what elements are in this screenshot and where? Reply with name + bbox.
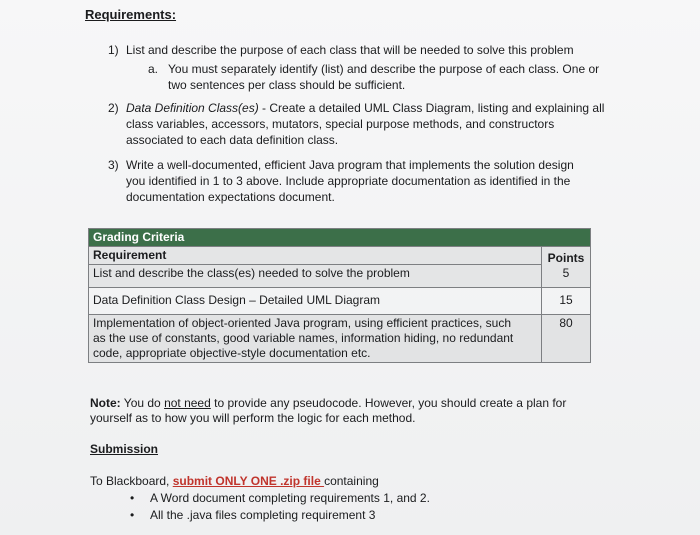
note-label: Note: <box>90 396 121 410</box>
submit-zip-link[interactable]: submit ONLY ONE .zip file <box>172 474 325 488</box>
table-row <box>89 265 591 288</box>
note-pre: You do <box>120 396 165 410</box>
item-2-emphasis: Data Definition Class(es) <box>126 101 259 115</box>
item-3-number: 3) <box>108 158 119 172</box>
points-value-1: 5 <box>562 266 570 280</box>
bullet-text-2: All the .java files completing requirement 3 <box>150 508 376 522</box>
note-paragraph <box>90 396 610 426</box>
table-row <box>89 315 591 363</box>
item-1-line-1: List and describe the purpose of each class that will be needed to solve this problem <box>126 43 574 57</box>
item-a-line-1: You must separately identify (list) and describe the purpose of each class. One or <box>168 62 600 76</box>
item-2-line-1-text: - Create a detailed UML Class Diagram, listing and explaining all <box>258 101 605 115</box>
points-value-2: 15 <box>542 288 591 315</box>
requirement-cell-1: List and describe the class(es) needed to solve the problem <box>89 265 542 288</box>
list-item <box>130 491 430 505</box>
requirement-column-header: Requirement <box>89 247 542 265</box>
item-a-number: a. <box>148 62 159 76</box>
points-value-3: 80 <box>542 315 591 363</box>
item-3-line-2: you identified in 1 to 3 above. Include appropriate documentation as identified in the <box>126 174 571 188</box>
item-3-line-1: Write a well-documented, efficient Java program that implements the solution design <box>126 158 574 172</box>
item-2-line-2: class variables, accessors, mutators, special purpose methods, and constructors <box>126 117 555 131</box>
points-column-header <box>542 247 591 288</box>
bullet-icon: • <box>130 508 135 522</box>
list-item <box>130 508 375 522</box>
note-underlined: not need <box>164 396 211 410</box>
blackboard-post: containing <box>324 474 379 488</box>
table-header-row <box>89 247 591 265</box>
bullet-text-1: A Word document completing requirements 1, and 2. <box>150 491 430 505</box>
requirements-heading: Requirements: <box>85 7 177 22</box>
blackboard-instruction <box>90 474 379 488</box>
requirement-cell-2: Data Definition Class Design – Detailed UML Diagram <box>89 288 542 315</box>
submission-heading: Submission <box>90 442 159 456</box>
item-1-number: 1) <box>108 43 119 57</box>
item-a-line-2: two sentences per class should be sufficient. <box>168 78 406 92</box>
item-3-line-3: documentation expectations document. <box>126 190 335 204</box>
requirement-cell-3: Implementation of object-oriented Java program, using efficient practices, such as the use of constants, good variable names, information hiding, no redundant code, appropriate objective-style documentation etc. <box>89 315 542 363</box>
item-2-line-1 <box>126 101 604 116</box>
item-2-line-3: associated to each data definition class. <box>126 133 339 147</box>
blackboard-pre: To Blackboard, <box>90 474 173 488</box>
grading-criteria-table <box>88 228 591 363</box>
points-header-label: Points <box>547 251 585 265</box>
grading-criteria-title: Grading Criteria <box>89 229 591 247</box>
bullet-icon: • <box>130 491 135 505</box>
table-row <box>89 288 591 315</box>
note-post: to provide any pseudocode. However, you should create a plan for yourself as to how you will perform the logic for each method. <box>90 396 567 425</box>
item-2-number: 2) <box>108 101 119 115</box>
